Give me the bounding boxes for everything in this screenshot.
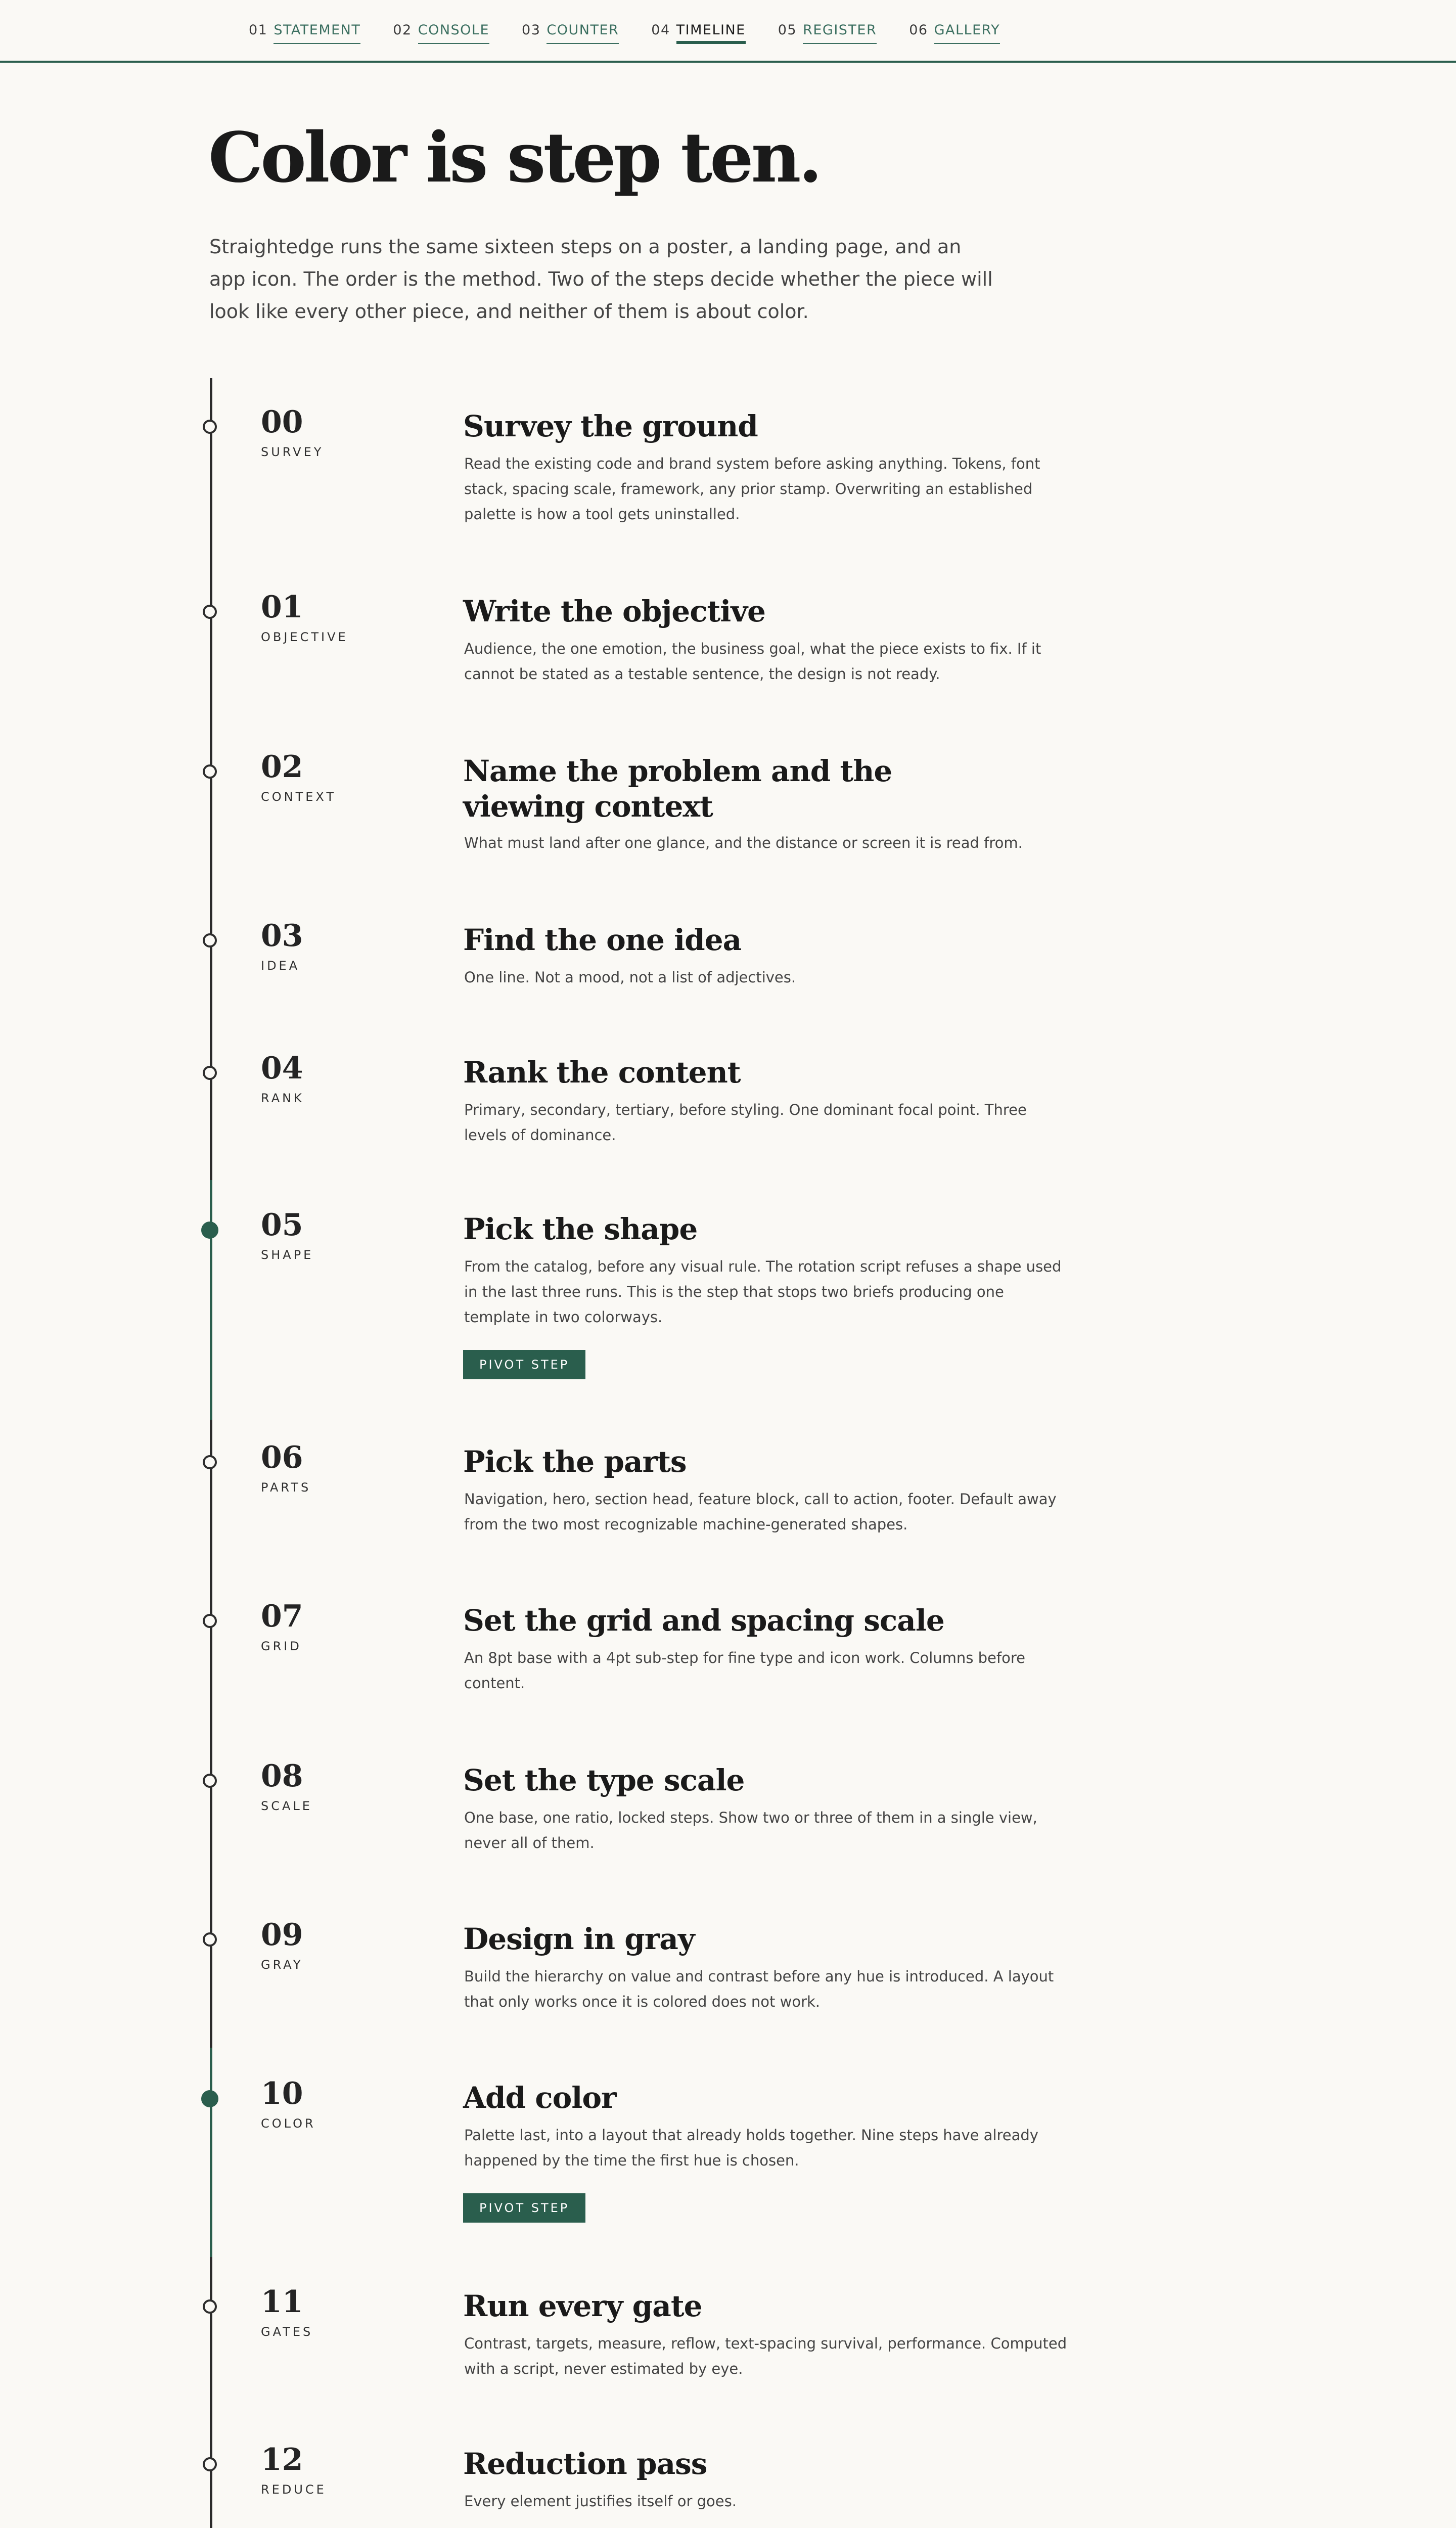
step-number: 07	[261, 1599, 303, 1634]
step-number: 04	[261, 1051, 303, 1086]
step-title: Set the grid and spacing scale	[463, 1603, 944, 1638]
step-code: COLOR	[261, 2116, 316, 2131]
step-title: Survey the ground	[463, 409, 758, 443]
step-code: IDEA	[261, 959, 300, 973]
step-code: REDUCE	[261, 2482, 327, 2497]
timeline-node	[203, 1066, 217, 1080]
step-body: Build the hierarchy on value and contrast before any hue is introduced. A layout that only works once it is colored does not work.	[464, 1968, 1054, 2010]
step-code: GRID	[261, 1639, 302, 1653]
step-title: Run every gate	[463, 2289, 702, 2323]
timeline-node	[203, 2299, 217, 2314]
nav-item-counter[interactable]	[522, 22, 619, 44]
timeline-node-pivot	[201, 2090, 218, 2107]
timeline-node	[203, 933, 217, 947]
nav-item-number: 01	[249, 22, 268, 38]
timeline-node	[203, 764, 217, 779]
step-number: 03	[261, 918, 303, 954]
step-code: OBJECTIVE	[261, 630, 348, 644]
hero-lede: Straightedge runs the same sixteen steps on a poster, a landing page, and an app icon. The order is the method. Two of the steps decide whether the piece will look like every other piece, and neither of them is about color.	[209, 236, 993, 323]
nav-item-label: GALLERY	[934, 22, 1000, 44]
step-number: 00	[261, 404, 303, 440]
timeline-accent-segment	[210, 1180, 212, 1420]
timeline-node-pivot	[201, 1222, 218, 1239]
timeline-node	[203, 1455, 217, 1469]
timeline-node	[203, 2457, 217, 2471]
pivot-step-badge: PIVOT STEP	[463, 2193, 585, 2223]
step-body: What must land after one glance, and the distance or screen it is read from.	[464, 834, 1023, 851]
nav-item-number: 06	[909, 22, 928, 38]
nav-item-timeline[interactable]	[651, 22, 745, 44]
nav-item-label: REGISTER	[803, 22, 877, 44]
top-nav	[0, 0, 1456, 63]
step-number: 02	[261, 749, 303, 785]
step-body: One base, one ratio, locked steps. Show two or three of them in a single view, never all of them.	[464, 1809, 1037, 1852]
nav-item-number: 03	[522, 22, 541, 38]
nav-item-label: TIMELINE	[676, 22, 746, 44]
nav-item-statement[interactable]	[249, 22, 360, 44]
step-number: 06	[261, 1440, 303, 1475]
step-body: Navigation, hero, section head, feature block, call to action, footer. Default away from the two most recognizable machine-generated shapes.	[464, 1491, 1057, 1533]
nav-item-label: CONSOLE	[418, 22, 489, 44]
step-number: 10	[261, 2076, 303, 2111]
pivot-step-badge: PIVOT STEP	[463, 1350, 585, 1379]
step-body: From the catalog, before any visual rule. The rotation script refuses a shape used in the last three runs. This is the step that stops two briefs producing one template in two colorways.	[464, 1258, 1062, 1326]
step-body: One line. Not a mood, not a list of adjectives.	[464, 969, 796, 986]
step-code: CONTEXT	[261, 790, 337, 804]
step-number: 01	[261, 590, 303, 625]
step-title: Pick the shape	[463, 1212, 698, 1246]
timeline-accent-segment	[210, 2048, 212, 2257]
timeline-node	[203, 1614, 217, 1628]
step-number: 09	[261, 1917, 303, 1953]
timeline-node	[203, 1774, 217, 1788]
step-title: Find the one idea	[463, 923, 742, 957]
step-number: 08	[261, 1758, 303, 1794]
step-title: Name the problem and the viewing context	[463, 754, 892, 824]
nav-items	[249, 22, 1032, 44]
nav-item-number: 04	[651, 22, 670, 38]
nav-item-label: COUNTER	[547, 22, 619, 44]
step-title: Set the type scale	[463, 1763, 745, 1797]
step-title: Rank the content	[463, 1055, 741, 1090]
step-code: PARTS	[261, 1480, 311, 1495]
step-body: Primary, secondary, tertiary, before styling. One dominant focal point. Three levels of dominance.	[464, 1101, 1027, 1144]
step-title: Add color	[463, 2081, 616, 2115]
step-code: SHAPE	[261, 1248, 314, 1262]
nav-item-gallery[interactable]	[909, 22, 1000, 44]
step-number: 12	[261, 2442, 303, 2477]
step-body: Every element justifies itself or goes.	[464, 2493, 737, 2510]
step-title: Reduction pass	[463, 2447, 707, 2481]
step-code: SURVEY	[261, 445, 324, 459]
step-title: Pick the parts	[463, 1444, 687, 1479]
step-code: GATES	[261, 2325, 313, 2339]
nav-item-label: STATEMENT	[274, 22, 360, 44]
step-body: Palette last, into a layout that already holds together. Nine steps have already happened by the time the first hue is chosen.	[464, 2127, 1038, 2169]
step-title: Write the objective	[463, 594, 765, 628]
timeline-node	[203, 420, 217, 434]
nav-item-register[interactable]	[778, 22, 877, 44]
step-number: 11	[261, 2284, 303, 2320]
step-body: Audience, the one emotion, the business goal, what the piece exists to fix. If it cannot be stated as a testable sentence, the design is not ready.	[464, 640, 1041, 683]
step-code: GRAY	[261, 1958, 303, 1972]
nav-item-console[interactable]	[393, 22, 489, 44]
step-code: RANK	[261, 1091, 304, 1105]
step-number: 05	[261, 1207, 303, 1243]
step-code: SCALE	[261, 1799, 312, 1813]
step-body: An 8pt base with a 4pt sub-step for fine type and icon work. Columns before content.	[464, 1649, 1025, 1692]
timeline-node	[203, 605, 217, 619]
step-body: Read the existing code and brand system before asking anything. Tokens, font stack, spacing scale, framework, any prior stamp. Overwriting an established palette is how a tool gets uninstalled.	[464, 455, 1040, 523]
step-body: Contrast, targets, measure, reflow, text-spacing survival, performance. Computed with a script, never estimated by eye.	[464, 2335, 1067, 2377]
nav-item-number: 05	[778, 22, 797, 38]
step-title: Design in gray	[463, 1922, 695, 1956]
nav-item-number: 02	[393, 22, 412, 38]
page-title: Color is step ten.	[208, 117, 820, 198]
timeline-node	[203, 1932, 217, 1947]
